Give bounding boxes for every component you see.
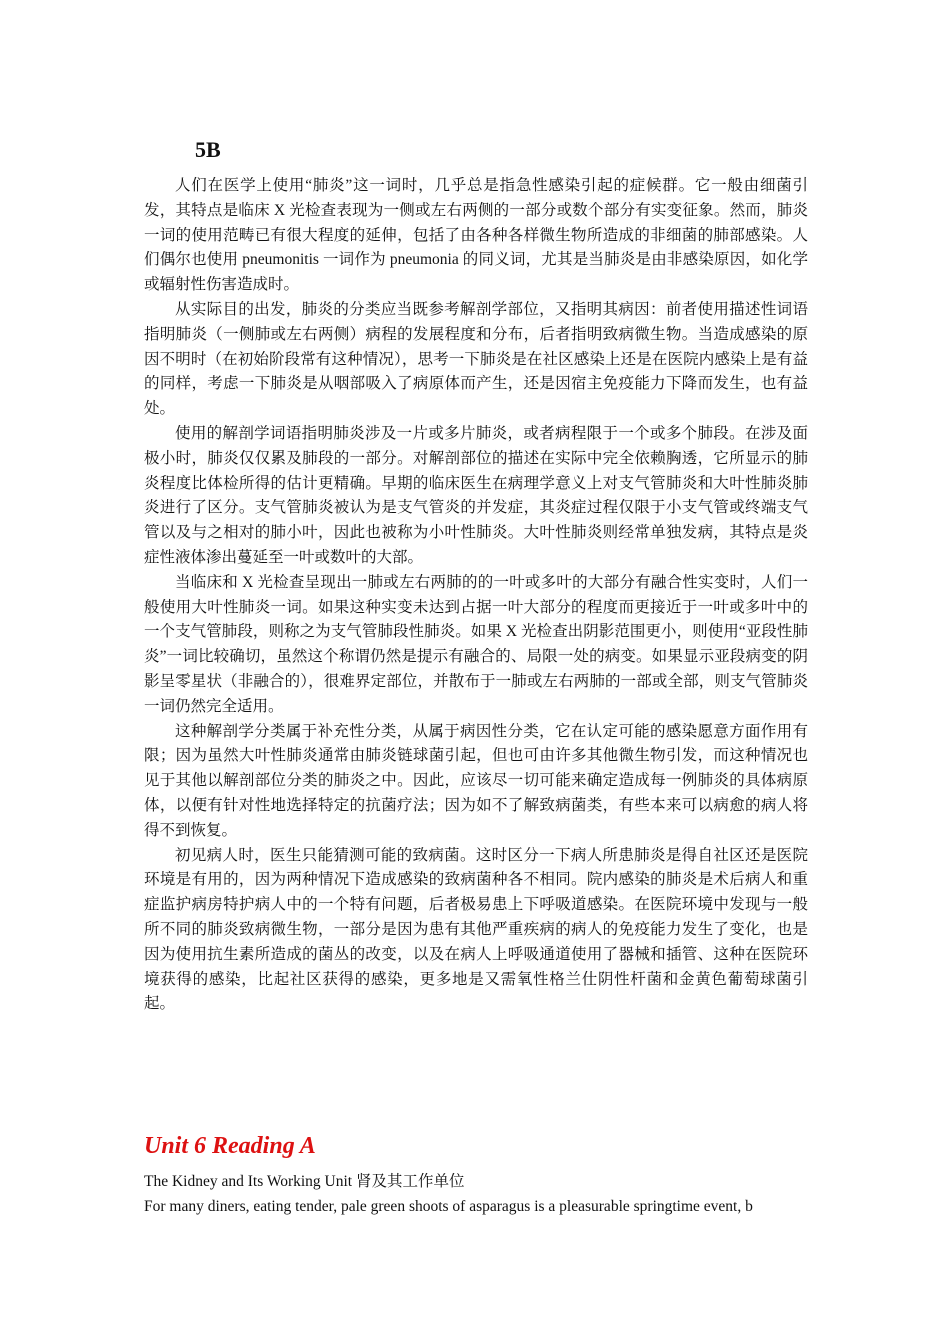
- body-text: [144, 174, 808, 1017]
- paragraph: 人们在医学上使用“肺炎”这一词时，几乎总是指急性感染引起的症候群。它一般由细菌引发，其特点是临床 X 光检查表现为一侧或左右两侧的一部分或数个部分有实变征象。然而，肺炎一词的使用范畴已有很大程度的延伸，包括了由各种各样微生物所造成的非细菌的肺部感染。人们偶尔也使用 pneumonitis 一词作为 pneumonia 的同义词，尤其是当肺炎是由非感染原因，如化学或辐射性伤害造成时。: [144, 177, 808, 294]
- paragraph: 这种解剖学分类属于补充性分类，从属于病因性分类，它在认定可能的感染愿意方面作用有限；因为虽然大叶性肺炎通常由肺炎链球菌引起，但也可由许多其他微生物引发，而这种情况也见于其他以解剖部位分类的肺炎之中。因此，应该尽一切可能来确定造成每一例肺炎的具体病原体，以便有针对性地选择特定的抗菌疗法；因为如不了解致病菌类，有些本来可以病愈的病人将得不到恢复。: [144, 722, 808, 839]
- reading-intro-line: For many diners, eating tender, pale green shoots of asparagus is a pleasurable springtime event, b: [144, 1198, 753, 1215]
- reading-subtitle: The Kidney and Its Working Unit 肾及其工作单位: [144, 1173, 465, 1190]
- paragraph: 当临床和 X 光检查呈现出一肺或左右两肺的的一叶或多叶的大部分有融合性实变时，人们一般使用大叶性肺炎一词。如果这种实变未达到占据一叶大部分的程度而更接近于一叶或多叶中的一个支气管肺段，则称之为支气管肺段性肺炎。如果 X 光检查出阴影范围更小，则使用“亚段性肺炎”一词比较确切，虽然这个称谓仍然是提示有融合的、局限一处的病变。如果显示亚段病变的阴影呈零星状（非融合的），很难界定部位，并散布于一肺或左右两肺的一部或全部，则支气管肺炎一词仍然完全适用。: [144, 573, 808, 715]
- unit-title: Unit 6 Reading A: [144, 1133, 316, 1159]
- paragraph: 使用的解剖学词语指明肺炎涉及一片或多片肺炎，或者病程限于一个或多个肺段。在涉及面极小时，肺炎仅仅累及肺段的一部分。对解剖部位的描述在实际中完全依赖胸透，它所显示的肺炎程度比体检所得的估计更精确。早期的临床医生在病理学意义上对支气管肺炎和大叶性肺炎肺炎进行了区分。支气管肺炎被认为是支气管炎的并发症，其炎症过程仅限于小支气管或终端支气管以及与之相对的肺小叶，因此也被称为小叶性肺炎。大叶性肺炎则经常单独发病，其特点是炎症性液体渗出蔓延至一叶或数叶的大部。: [144, 424, 808, 566]
- paragraph: 初见病人时，医生只能猜测可能的致病菌。这时区分一下病人所患肺炎是得自社区还是医院环境是有用的，因为两种情况下造成感染的致病菌种各不相同。院内感染的肺炎是术后病人和重症监护病房特护病人中的一个特有问题，后者极易患上下呼吸道感染。在医院环境中发现与一般所不同的肺炎致病微生物，一部分是因为患有其他严重疾病的病人的免疫能力发生了变化，也是因为使用抗生素所造成的菌丛的改变，以及在病人上呼吸通道使用了器械和插管、这种在医院环境获得的感染，比起社区获得的感染，更多地是又需氧性格兰仕阴性杆菌和金黄色葡萄球菌引起。: [144, 846, 808, 1013]
- paragraph: 从实际目的出发，肺炎的分类应当既参考解剖学部位，又指明其病因：前者使用描述性词语指明肺炎（一侧肺或左右两侧）病程的发展程度和分布，后者指明致病微生物。当造成感染的原因不明时（在初始阶段常有这种情况），思考一下肺炎是在社区感染上还是在医院内感染上是有益的同样，考虑一下肺炎是从咽部吸入了病原体而产生，还是因宿主免疫能力下降而发生，也有益处。: [144, 300, 808, 418]
- section-title: 5B: [195, 137, 221, 162]
